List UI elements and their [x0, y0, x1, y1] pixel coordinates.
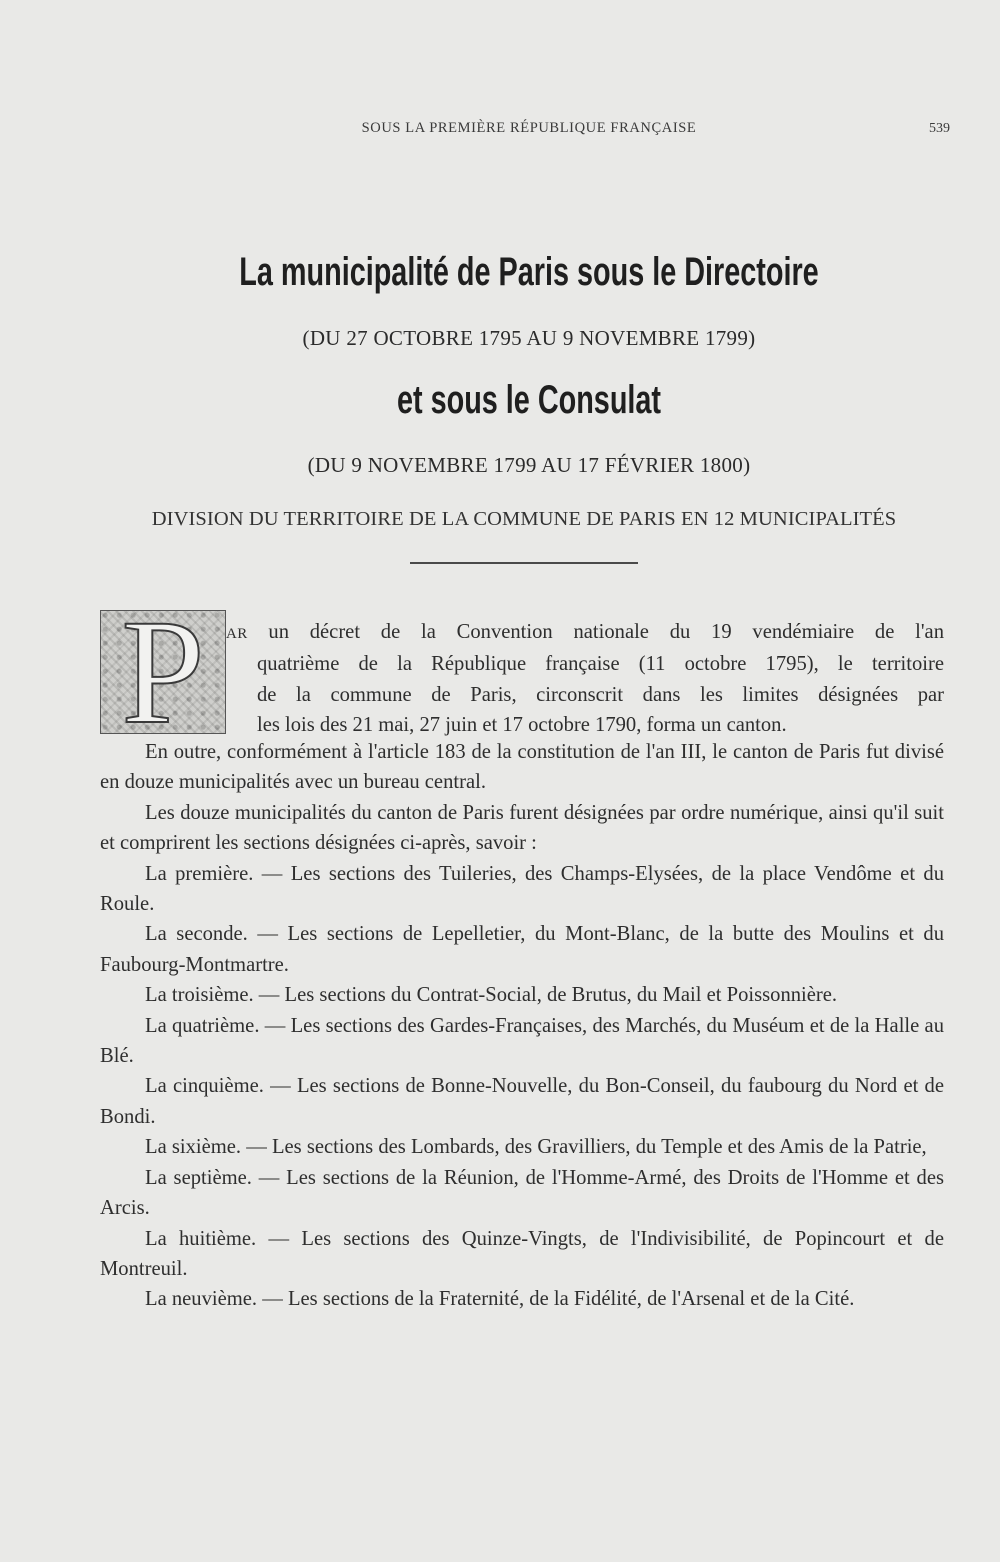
- paragraph: La neuvième. — Les sections de la Fraternité, de la Fidélité, de l'Arsenal et de la Cité.: [145, 1288, 855, 1311]
- first-paragraph-line: quatrième de la République française (11 octobre 1795), le territoire: [257, 653, 944, 676]
- body-paragraphs: [100, 737, 944, 1315]
- line-text: un décret de la Convention nationale du 19 vendémiaire de l'an: [247, 621, 944, 643]
- paragraph: Les douze municipalités du canton de Paris furent désignées par ordre numérique, ainsi qu'il suit et comprirent les sections désignées ci-après, savoir :: [100, 801, 944, 855]
- directoire-dates: (DU 27 OCTOBRE 1795 AU 9 NOVEMBRE 1799): [302, 326, 756, 350]
- consulat-dates: (DU 9 NOVEMBRE 1799 AU 17 FÉVRIER 1800): [307, 453, 751, 477]
- paragraph: La sixième. — Les sections des Lombards, des Gravilliers, du Temple et des Amis de la Patrie,: [145, 1136, 927, 1159]
- main-title: La municipalité de Paris sous le Directoire: [239, 250, 819, 294]
- paragraph: En outre, conformément à l'article 183 de la constitution de l'an III, le canton de Paris fut divisé en douze municipalités avec un bureau central.: [100, 741, 944, 794]
- first-paragraph-line: les lois des 21 mai, 27 juin et 17 octobre 1790, forma un canton.: [257, 714, 787, 737]
- page-number: 539: [929, 121, 950, 136]
- dropcap-letter: P: [121, 589, 205, 755]
- paragraph: La quatrième. — Les sections des Gardes-Françaises, des Marchés, du Muséum et de la Halle au Blé.: [100, 1014, 944, 1068]
- lead-smallcaps: AR: [226, 626, 248, 642]
- paragraph: La septième. — Les sections de la Réunion, de l'Homme-Armé, des Droits de l'Homme et des Arcis.: [100, 1166, 944, 1220]
- division-heading: DIVISION DU TERRITOIRE DE LA COMMUNE DE PARIS EN 12 MUNICIPALITÉS: [151, 508, 897, 530]
- consulat-title: et sous le Consulat: [396, 378, 662, 422]
- first-paragraph-line: [226, 617, 944, 649]
- first-paragraph-line: de la commune de Paris, circonscrit dans les limites désignées par: [257, 683, 944, 706]
- paragraph: La cinquième. — Les sections de Bonne-Nouvelle, du Bon-Conseil, du faubourg du Nord et de Bondi.: [100, 1075, 944, 1128]
- paragraph: La troisième. — Les sections du Contrat-Social, de Brutus, du Mail et Poissonnière.: [145, 984, 838, 1007]
- running-header: [0, 120, 1000, 144]
- first-paragraph: [100, 617, 944, 741]
- paragraph: La seconde. — Les sections de Lepelletier, du Mont-Blanc, de la butte des Moulins et du Faubourg-Montmartre.: [100, 923, 944, 976]
- section-divider: [410, 562, 638, 564]
- paragraph: La première. — Les sections des Tuileries, des Champs-Elysées, de la place Vendôme et du Roule.: [100, 862, 944, 916]
- paragraph: La huitième. — Les sections des Quinze-Vingts, de l'Indivisibilité, de Popincourt et de Montreuil.: [100, 1227, 944, 1280]
- running-title: SOUS LA PREMIÈRE RÉPUBLIQUE FRANÇAISE: [361, 120, 697, 136]
